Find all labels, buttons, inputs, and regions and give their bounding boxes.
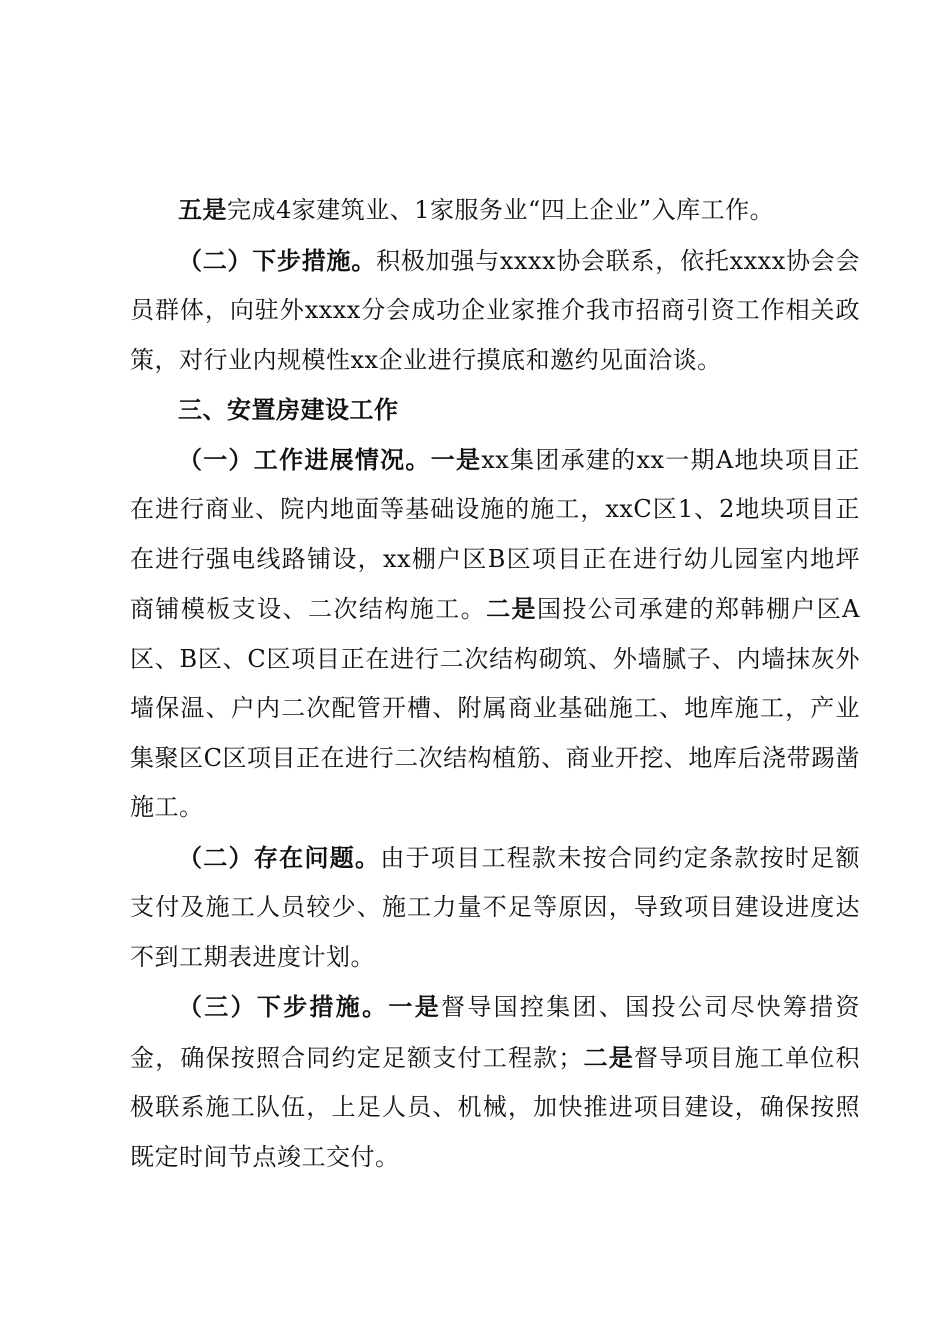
paragraph-text: 完成4家建筑业、1家服务业“四上企业”入库工作。 (227, 196, 775, 224)
paragraph-measures (130, 982, 860, 1182)
paragraph-text: 积极加强与xxxx协会联系，依托xxxx协会会员群体，向驻外xxxx分会成功企业家推介我市招商引资工作相关政策，对行业内规模性xx企业进行摸底和邀约见面洽谈。 (130, 246, 861, 374)
paragraph-issues (130, 833, 860, 983)
paragraph-text-secondary: 国投公司承建的郑韩棚户区A区、B区、C区项目正在进行二次结构砌筑、外墙腻子、内墙抹灰外墙保温、户内二次配管开槽、附属商业基础施工、地库施工，产业集聚区C区项目正在进行二次结构植筋、商业开挖、地库后浇带踢凿施工。 (130, 595, 860, 821)
paragraph-text: 由于项目工程款未按合同约定条款按时足额支付及施工人员较少、施工力量不足等原因，导致项目建设进度达不到工期表进度计划。 (130, 843, 861, 971)
paragraph-lead-tertiary: 二是 (582, 1042, 634, 1072)
paragraph-5 (130, 185, 860, 236)
paragraph-lead: （三）下步措施。 (178, 992, 389, 1021)
section-heading-3: 三、安置房建设工作 (178, 395, 399, 424)
paragraph-lead: （二）存在问题。 (178, 842, 381, 872)
paragraph-lead-secondary: 一是 (388, 992, 442, 1021)
paragraph-progress (130, 435, 860, 833)
paragraph-text-secondary: 督导项目施工单位积极联系施工队伍，上足人员、机械，加快推进项目建设，确保按照既定时间节点竣工交付。 (130, 1043, 861, 1171)
paragraph-lead: （二）下步措施。 (178, 245, 377, 275)
paragraph-lead-tertiary: 二是 (486, 594, 537, 623)
paragraph-next-steps (130, 236, 860, 386)
document-body (130, 185, 860, 1182)
paragraph-text: xx集团承建的xx一期A地块项目正在进行商业、院内地面等基础设施的施工，xxC区1、2地块项目正在进行强电线路铺设，xx棚户区B区项目正在进行幼儿园室内地坪商铺模板支设、二次结构施工。 (130, 445, 860, 623)
paragraph-lead-secondary: 一是 (430, 444, 482, 474)
paragraph-text: 督导国控集团、国投公司尽快筹措资金，确保按照合同约定足额支付工程款； (130, 993, 861, 1072)
paragraph-lead: 五是 (178, 195, 227, 224)
paragraph-lead: （一）工作进展情况。 (178, 444, 431, 474)
